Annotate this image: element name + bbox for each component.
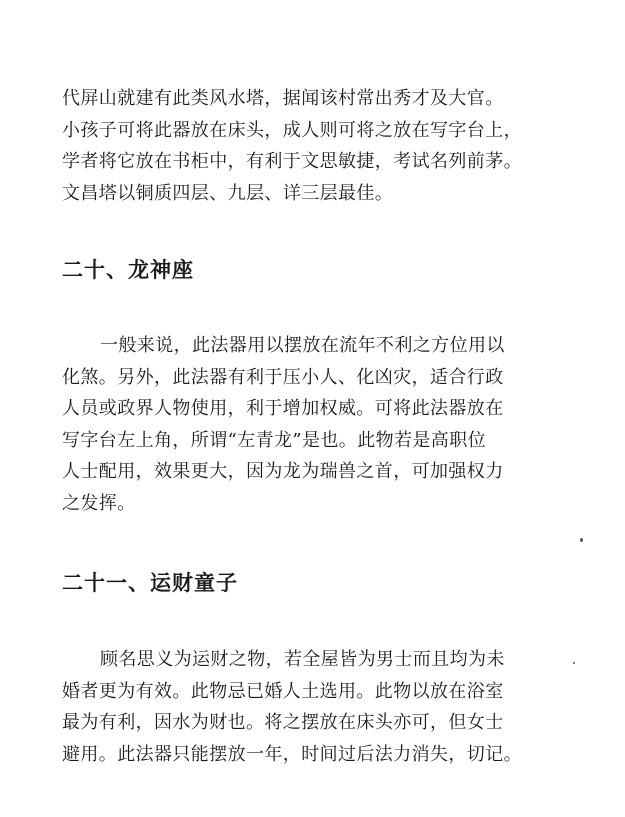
- text-line: 写字台左上角，所谓“左青龙”是也。此物若是高职位: [62, 429, 487, 451]
- text-line: 化煞。另外，此法器有利于压小人、化凶灾，适合行政: [62, 366, 504, 388]
- text-line: 婚者更为有效。此物忌已婚人土选用。此物以放在浴室: [62, 680, 504, 702]
- text-line: 一般来说，此法器用以摆放在流年不利之方位用以: [100, 335, 505, 356]
- text-line: 避用。此法器只能摆放一年，时间过后法力消失，切记。: [62, 743, 522, 765]
- section-heading-21: 二十一、运财童子: [62, 571, 238, 595]
- section-20-paragraph: [62, 330, 552, 519]
- scan-speck: [573, 662, 575, 664]
- text-line: 代屏山就建有此类风水塔，据闻该村常出秀才及大官。: [62, 88, 504, 109]
- text-line: 之发挥。: [62, 492, 136, 514]
- text-line: 人员或政界人物使用，利于增加权威。可将此法器放在: [62, 398, 504, 419]
- text-line: 人士配用，效果更大，因为龙为瑞兽之首，可加强权力: [62, 461, 504, 482]
- text-line: 文昌塔以铜质四层、九层、详三层最佳。: [62, 182, 394, 204]
- scan-speck: [580, 538, 583, 542]
- section-21-paragraph: [62, 644, 552, 770]
- text-line: 顾名思义为运财之物，若全屋皆为男士而且均为未: [100, 649, 505, 670]
- text-line: 最为有利，因水为财也。将之摆放在床头亦可，但女士: [62, 712, 504, 733]
- text-line: 小孩子可将此器放在床头，成人则可将之放在写字台上，: [62, 119, 522, 141]
- section-heading-20: 二十、龙神座: [62, 258, 194, 282]
- intro-paragraph: [62, 83, 552, 209]
- text-line: 学者将它放在书柜中，有利于文思敏捷，考试名列前茅。: [62, 151, 522, 172]
